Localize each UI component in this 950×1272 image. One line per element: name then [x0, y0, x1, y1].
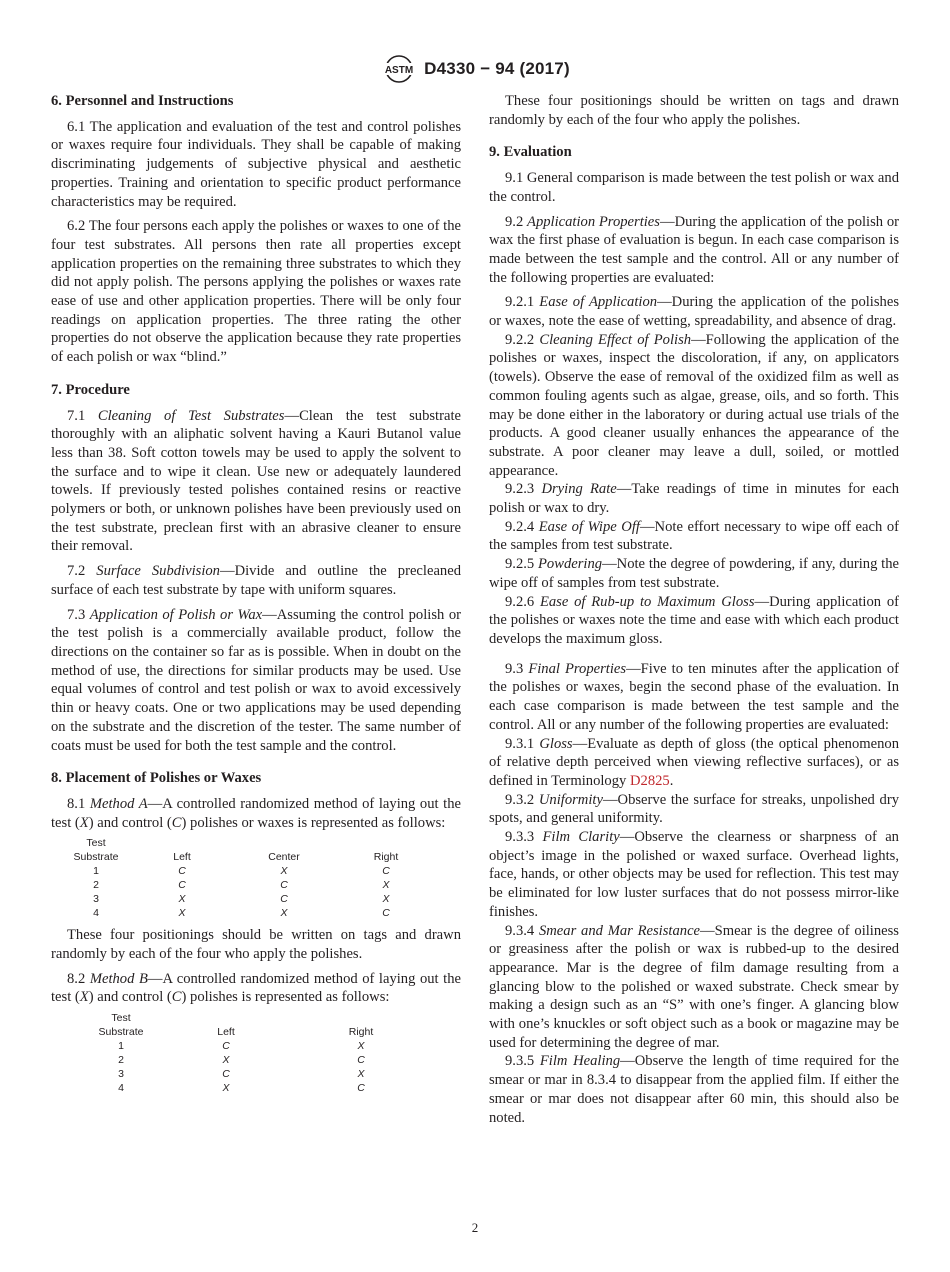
section-8-title: 8. Placement of Polishes or Waxes [51, 770, 262, 787]
paragraph-8-2: 8.2 Method B—A controlled randomized method of laying out the test (X) and control (C) polishes is represented as follows: [51, 970, 461, 1006]
table-header: Test [111, 1012, 131, 1025]
table-row: 1 C X C [93, 865, 390, 878]
table-row: 4 X X C [93, 907, 390, 920]
method-b-table [81, 1011, 431, 1095]
section-7-title: 7. Procedure [51, 381, 130, 398]
paragraph-7-2: 7.2 Surface Subdivision—Divide and outline the precleaned surface of each test substrate by tape with uniform squares. [51, 563, 461, 598]
table-header: Left [173, 851, 191, 864]
table-row: 3 X C X [93, 893, 390, 906]
page-number: 2 [471, 1220, 479, 1235]
paragraph-9-2-3: 9.2.3 Drying Rate—Take readings of time in minutes for each polish or wax to dry. [489, 481, 899, 517]
astm-logo-icon [380, 54, 418, 84]
paragraph-9-2-4: 9.2.4 Ease of Wipe Off—Note effort necessary to wipe off each of the samples from test substrate. [489, 518, 899, 554]
svg-text:ASTM: ASTM [385, 65, 414, 76]
table-row: 4 X C [118, 1082, 365, 1095]
table-row: 2 X C [118, 1054, 365, 1067]
table-header: Center [268, 851, 300, 864]
paragraph-positionings: These four positionings should be written on tags and drawn randomly by each of the four who apply the polishes. [51, 927, 461, 963]
paragraph-9-2-2: 9.2.2 Cleaning Effect of Polish—Following the application of the polishes or waxes, inspect the discoloration, if any, on applicators (towels). Observe the ease of removal of the oxidized film as well as common fouling agents such as algae, grease, oils, and so forth. This may be done either in the laboratory or during actual use trials of the products. A good cleaner usually enhances the appearance of the substrate. A poor cleaner may leave a dull, soiled, or mottled appearance. [489, 331, 899, 479]
method-a-table [61, 836, 437, 920]
paragraph-9-2: 9.2 Application Properties—During the application of the polish or wax the first phase of evaluation is begun. In each case comparison is made between the test sample and the control. All or any number of the following properties are evaluated: [489, 213, 900, 286]
section-9-title: 9. Evaluation [489, 144, 572, 161]
paragraph-9-2-5: 9.2.5 Powdering—Note the degree of powdering, if any, during the wipe off of samples from test substrate. [489, 556, 899, 591]
table-row: 1 C X [118, 1040, 365, 1053]
left-column [51, 92, 461, 1101]
paragraph-9-3-4: 9.3.4 Smear and Mar Resistance—Smear is the degree of oiliness or greasiness after the polish or wax is rubbed-up to the desired appearance. Mar is the degree of film damage resulting from a glancing blow to the polished or waxed substrate. Check smear by making a design such as an “S” with one’s finger. A glancing blow with one’s knuckles or soft object such as a book or magazine may be used for determining the degree of mar. [489, 922, 899, 1051]
paragraph-9-3-2: 9.3.2 Uniformity—Observe the surface for streaks, unpolished dry spots, and general uniformity. [489, 791, 899, 827]
paragraph-9-3-1: 9.3.1 Gloss—Evaluate as depth of gloss (the optical phenomenon of relative depth perceived when viewing reflective surfaces), or as defined in Terminology D2825. [489, 735, 899, 789]
paragraph-6-1: 6.1 The application and evaluation of the test and control polishes or waxes require four individuals. They shall be capable of making discriminating judgements of subjective physical and aesthetic properties. Training and orientation to specific product performance characteristics may be required. [51, 118, 461, 210]
paragraph-9-3-5: 9.3.5 Film Healing—Observe the length of time required for the smear or mar in 8.3.4 to disappear from the applied film. If either the smear or mar does not disappear after 60 min, this should also be noted. [489, 1053, 899, 1126]
paragraph-9-1: 9.1 General comparison is made between the test polish or wax and the control. [489, 170, 899, 205]
paragraph-positionings-continued: These four positionings should be written on tags and drawn randomly by each of the four who apply the polishes. [489, 93, 899, 128]
paragraph-9-2-1: 9.2.1 Ease of Application—During the application of the polishes or waxes, note the ease of wetting, spreadability, and absence of drag. [489, 294, 899, 330]
paragraph-6-2: 6.2 The four persons each apply the polishes or waxes to one of the four test substrates. All persons then rate all properties except application properties on the remaining three substrates to which they did not apply polish. The persons applying the polishes or waxes rate ease of use and other application properties. There will be only four readings on application properties. The three rating the other properties do not observe the application because they rate properties of each polish or wax “blind.” [51, 218, 461, 366]
paragraph-7-1: 7.1 Cleaning of Test Substrates—Clean the test substrate thoroughly with an aliphatic solvent having a Kauri Butanol value less than 38. Soft cotton towels may be used to apply the solvent to the surface and to wipe it clean. Use new or adequately laundered towels. If previously tested polishes contained resins or reactive polymers or both, or unknown polishes have been previously used on the test substrate, preclean first with an abrasive cleaner to ensure their removal. [51, 407, 461, 555]
document-designation: D4330 − 94 (2017) [424, 59, 570, 78]
table-header: Test [86, 837, 106, 850]
paragraph-7-3: 7.3 Application of Polish or Wax—Assuming the control polish or the test polish is a commercially available product, follow the directions on the container so far as is possible. When in doubt on the method of use, the directions for similar products may be used. Use equal volumes of control and test polish or wax to avoid excessively thin or heavy coats. One or two applications may be used depending on the substrate and the discretion of the tester. The same number of coats must be used for both the test sample and the control. [51, 606, 461, 754]
paragraph-9-2-6: 9.2.6 Ease of Rub-up to Maximum Gloss—During application of the polishes or waxes note the time and ease with which each product develops the maximum gloss. [489, 593, 899, 647]
paragraph-8-1: 8.1 Method A—A controlled randomized method of laying out the test (X) and control (C) polishes or waxes is represented as follows: [51, 795, 461, 831]
table-row: 3 C X [118, 1068, 365, 1081]
section-6-title: 6. Personnel and Instructions [51, 93, 234, 109]
terminology-link[interactable]: D2825 [629, 772, 670, 789]
table-header: Substrate [98, 1026, 144, 1039]
paragraph-9-3: 9.3 Final Properties—Five to ten minutes after the application of the polishes or waxes, begin the second phase of the evaluation. In each case comparison is made between the test sample and the control. All or any number of the following properties are evaluated: [489, 660, 899, 733]
table-header: Substrate [73, 851, 119, 864]
table-header: Left [217, 1026, 235, 1039]
table-row: 2 C C X [93, 879, 390, 892]
table-header: Right [373, 851, 399, 864]
right-column [489, 92, 899, 1127]
paragraph-9-3-3: 9.3.3 Film Clarity—Observe the clearness or sharpness of an object’s image in the polished or waxed surface. Overhead lights, face, hands, or other objects may be used for reflection. This test may be eliminated for low luster surfaces that do not possess mirror-like finishes. [489, 829, 899, 920]
table-header: Right [348, 1026, 374, 1039]
page-header [0, 52, 950, 86]
